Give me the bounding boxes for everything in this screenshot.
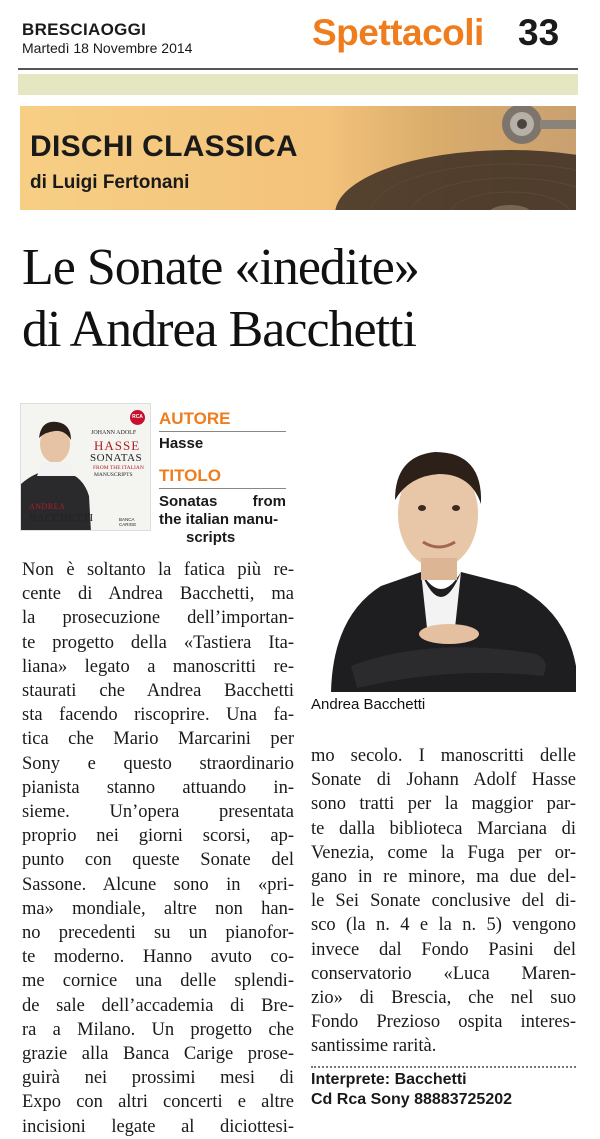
article-line: ma» mondiale, altre non han- — [22, 898, 294, 919]
cover-performer-last: BACCHETTI — [29, 512, 94, 524]
article-line: de sale dell’accademia di Bre- — [22, 995, 294, 1016]
article-line: Non è soltanto la fatica più re- — [22, 560, 294, 580]
article-line: la prosecuzione dell’importan- — [22, 608, 294, 629]
newspaper-name: BRESCIAOGGI — [22, 20, 147, 39]
article-column-2 — [311, 744, 576, 1059]
article-line: grazie alla Banca Carige prose- — [22, 1044, 294, 1065]
article-line: Fondo Prezioso ospita interes- — [311, 1012, 576, 1033]
headline-line-1: Le Sonate «inedite» — [22, 239, 419, 296]
section-name: Spettacoli — [312, 12, 484, 53]
page-number: 33 — [518, 12, 560, 53]
cover-work: SONATAS — [90, 452, 143, 464]
article-line: Venezia, come la Fuga per or- — [311, 842, 576, 863]
author-rule — [159, 431, 286, 432]
article-line: sta facendo riscoprire. Una fa- — [22, 705, 294, 726]
cover-composer-name: HASSE — [94, 438, 141, 453]
article-line: conservatorio «Luca Maren- — [311, 963, 576, 984]
article-line: liana» legato a manoscritti re- — [22, 656, 294, 677]
cover-composer-first: JOHANN ADOLF — [91, 430, 137, 436]
column-banner — [20, 106, 576, 210]
article-line: pianista stanno attuando in- — [22, 777, 294, 798]
article-line: ra a Milano. Un progetto che — [22, 1019, 294, 1040]
title-label: TITOLO — [159, 466, 222, 485]
album-cover — [20, 403, 151, 531]
article-line: te moderno. Hanno avuto co- — [22, 947, 294, 968]
cover-sponsor: BANCA CARIGE — [119, 517, 137, 527]
article-line: santissime rarità. — [311, 1036, 437, 1057]
article-line: zio» di Brescia, che nel suo — [311, 988, 576, 1009]
article-line: te dalla biblioteca Marciana di — [311, 818, 576, 839]
pianist-photo — [311, 396, 576, 692]
issue-date: Martedì 18 Novembre 2014 — [22, 40, 193, 56]
article-line: Sassone. Alcune sono in «pri- — [22, 874, 294, 895]
column-byline: di Luigi Fertonani — [30, 172, 190, 193]
author-label: AUTORE — [159, 409, 231, 428]
article-line: me cornice una delle splendi- — [22, 971, 294, 992]
article-line: invece dal Fondo Pasini del — [311, 939, 576, 960]
article-line: sco (la n. 4 e la n. 5) vengono — [311, 915, 576, 936]
article-line: punto con queste Sonate del — [22, 850, 294, 871]
article-line: cente di Andrea Bacchetti, ma — [22, 584, 294, 605]
article-line: mo secolo. I manoscritti delle — [311, 746, 576, 766]
article-line: no precedenti su un pianofor- — [22, 923, 294, 944]
headline-line-2: di Andrea Bacchetti — [22, 301, 416, 358]
credits-performer: Interprete: Bacchetti — [311, 1071, 467, 1088]
cover-subtitle-1: FROM THE ITALIAN — [93, 465, 144, 471]
article-line: incisioni legate al diciottesi- — [22, 1116, 294, 1137]
article-line: sieme. Un’opera presentata — [22, 802, 294, 823]
article-column-1 — [22, 558, 294, 1139]
article-line: le Sei Sonate conclusive del di- — [311, 891, 576, 912]
article-line: Sonate di Johann Adolf Hasse — [311, 770, 576, 791]
article-line: guirà nei prossimi mesi di — [22, 1068, 294, 1089]
title-value-line-2: the italian manu- — [159, 511, 279, 528]
photo-caption: Andrea Bacchetti — [311, 696, 426, 713]
credits-catalog: Cd Rca Sony 88883725202 — [311, 1091, 513, 1108]
article-line: Expo con altri concerti e altre — [22, 1092, 294, 1113]
article-line: staurati che Andrea Bacchetti — [22, 681, 294, 702]
article-line: gano in re minore, ma due del- — [311, 867, 576, 888]
article-line: tica che Mario Marcarini per — [22, 729, 294, 750]
title-value-line-1: Sonatas from — [159, 493, 286, 510]
credits-rule — [311, 1066, 576, 1068]
rca-logo: RCA — [130, 410, 145, 425]
header-rule — [18, 68, 578, 70]
column-title: DISCHI CLASSICA — [30, 130, 298, 163]
title-rule — [159, 488, 286, 489]
cover-performer-first: ANDREA — [29, 502, 66, 511]
article-line: Sony e questo straordinario — [22, 753, 294, 774]
title-value-line-3: scripts — [186, 529, 236, 546]
article-line: te progetto della «Tastiera Ita- — [22, 632, 294, 653]
author-value: Hasse — [159, 435, 204, 452]
article-line: sono tratti per la maggior par- — [311, 794, 576, 815]
article-line: proprio nei giorni scorsi, ap- — [22, 826, 294, 847]
cover-subtitle-2: MANUSCRIPTS — [94, 472, 133, 478]
header-band — [18, 74, 578, 95]
